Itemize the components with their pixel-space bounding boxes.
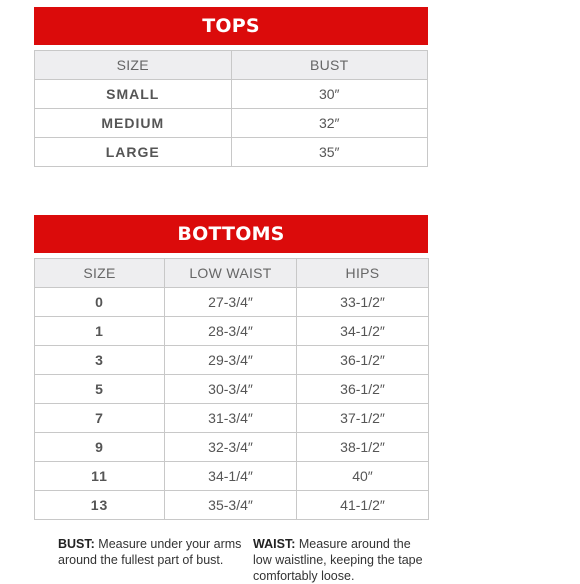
bust-cell: 30″ xyxy=(231,80,428,109)
table-row xyxy=(35,109,428,138)
waist-note-label: WAIST: xyxy=(253,537,296,551)
table-row xyxy=(35,433,429,462)
tops-title-banner: TOPS xyxy=(34,7,428,45)
table-row xyxy=(35,462,429,491)
tops-header-row xyxy=(35,51,428,80)
size-cell: 7 xyxy=(35,404,165,433)
size-cell: 1 xyxy=(35,317,165,346)
bottoms-title-banner: BOTTOMS xyxy=(34,215,428,253)
bust-note xyxy=(58,536,248,568)
low-waist-cell: 30-3/4″ xyxy=(165,375,297,404)
low-waist-cell: 27-3/4″ xyxy=(165,288,297,317)
tops-table xyxy=(34,50,428,167)
table-row xyxy=(35,317,429,346)
low-waist-cell: 34-1/4″ xyxy=(165,462,297,491)
bust-cell: 32″ xyxy=(231,109,428,138)
tops-header-size: SIZE xyxy=(35,51,232,80)
hips-cell: 38-1/2″ xyxy=(297,433,429,462)
low-waist-cell: 28-3/4″ xyxy=(165,317,297,346)
size-cell: SMALL xyxy=(35,80,232,109)
bottoms-header-size: SIZE xyxy=(35,259,165,288)
bust-cell: 35″ xyxy=(231,138,428,167)
bottoms-header-row xyxy=(35,259,429,288)
size-cell: 9 xyxy=(35,433,165,462)
bust-note-label: BUST: xyxy=(58,537,95,551)
hips-cell: 40″ xyxy=(297,462,429,491)
table-row xyxy=(35,288,429,317)
hips-cell: 33-1/2″ xyxy=(297,288,429,317)
low-waist-cell: 29-3/4″ xyxy=(165,346,297,375)
hips-cell: 41-1/2″ xyxy=(297,491,429,520)
low-waist-cell: 32-3/4″ xyxy=(165,433,297,462)
bottoms-table xyxy=(34,258,429,520)
waist-note xyxy=(253,536,428,584)
size-cell: 13 xyxy=(35,491,165,520)
size-cell: 5 xyxy=(35,375,165,404)
table-row xyxy=(35,404,429,433)
table-row xyxy=(35,80,428,109)
waist-note-text: Measure around the low waistline, keeping the tape comfortably loose. xyxy=(253,537,423,583)
table-row xyxy=(35,138,428,167)
table-row xyxy=(35,375,429,404)
table-row xyxy=(35,491,429,520)
hips-cell: 36-1/2″ xyxy=(297,375,429,404)
table-row xyxy=(35,346,429,375)
size-cell: 3 xyxy=(35,346,165,375)
low-waist-cell: 31-3/4″ xyxy=(165,404,297,433)
bottoms-size-chart xyxy=(34,215,428,520)
bust-note-text: Measure under your arms around the fullest part of bust. xyxy=(58,537,242,567)
hips-cell: 34-1/2″ xyxy=(297,317,429,346)
hips-cell: 37-1/2″ xyxy=(297,404,429,433)
size-cell: 11 xyxy=(35,462,165,491)
bottoms-header-low-waist: LOW WAIST xyxy=(165,259,297,288)
low-waist-cell: 35-3/4″ xyxy=(165,491,297,520)
tops-size-chart xyxy=(34,7,428,167)
size-cell: MEDIUM xyxy=(35,109,232,138)
size-cell: LARGE xyxy=(35,138,232,167)
bottoms-header-hips: HIPS xyxy=(297,259,429,288)
tops-header-bust: BUST xyxy=(231,51,428,80)
hips-cell: 36-1/2″ xyxy=(297,346,429,375)
size-cell: 0 xyxy=(35,288,165,317)
